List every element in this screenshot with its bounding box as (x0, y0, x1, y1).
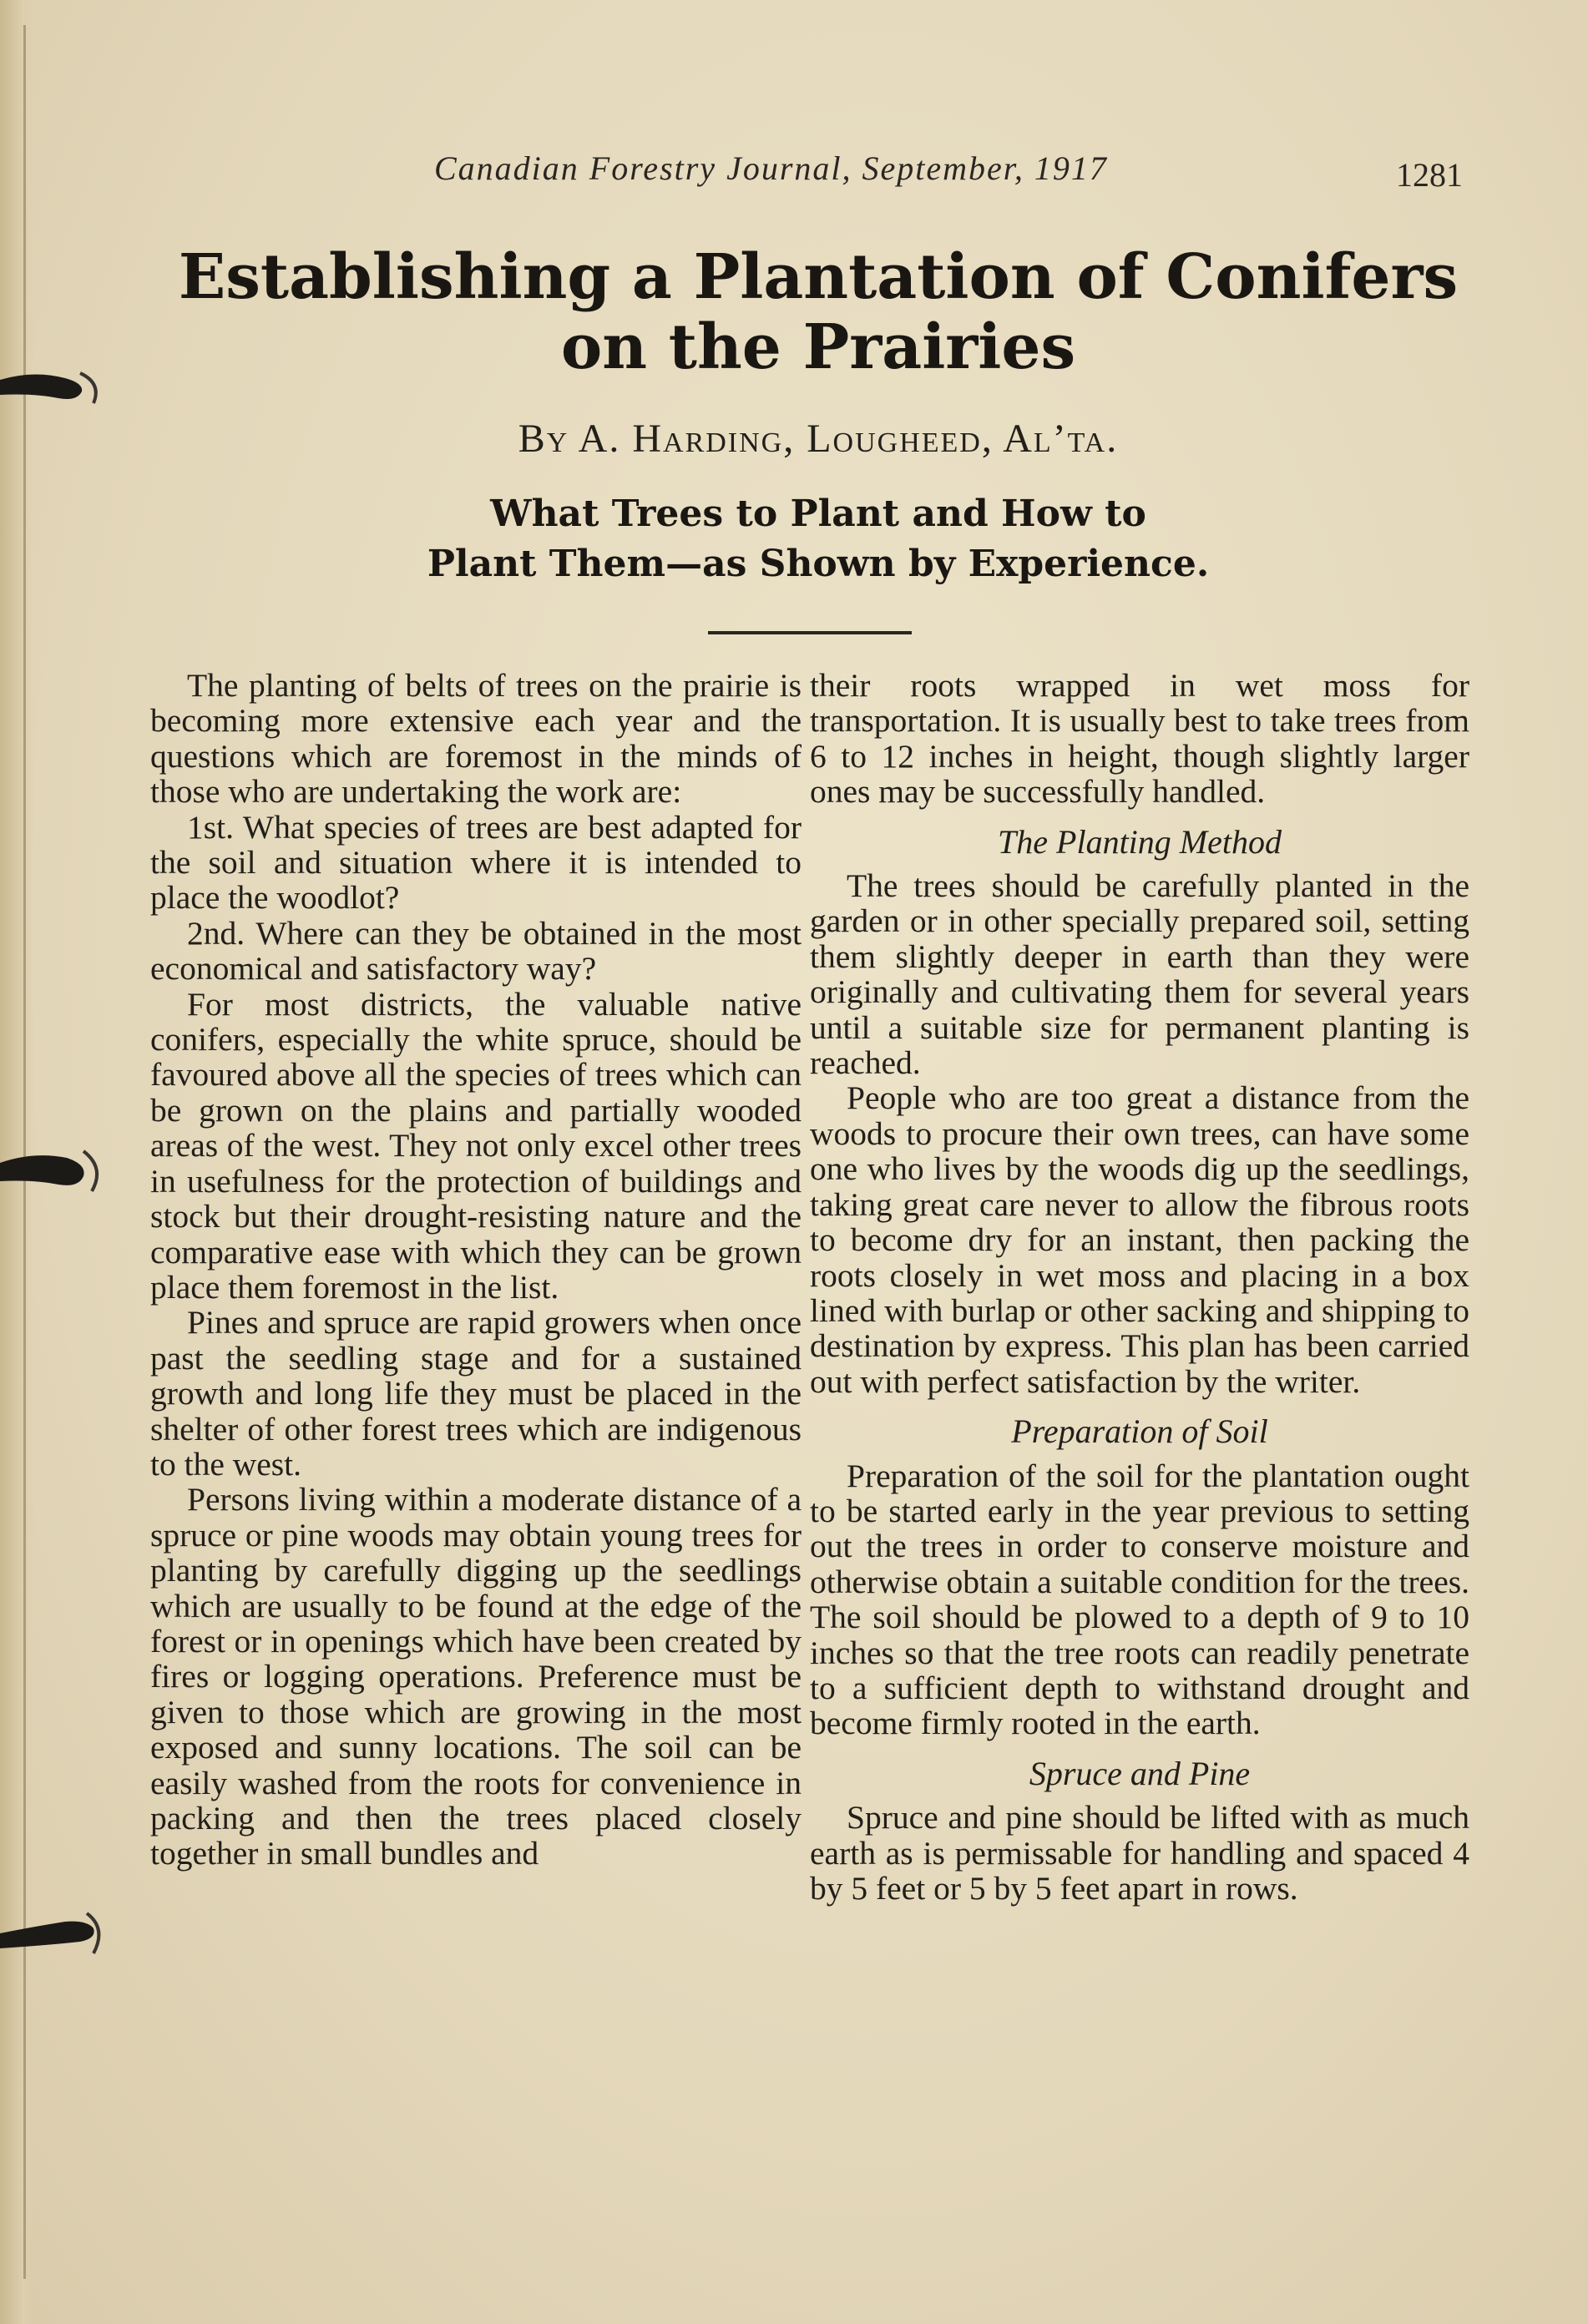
paragraph: 1st. What species of trees are best adapted for the soil and situation where it is intended to place the woodlot? (150, 808, 802, 917)
subtitle-line-2: Plant Them—as Shown by Experience. (427, 543, 1210, 585)
section-heading: The Planting Method (998, 822, 1282, 861)
paragraph: People who are too great a distance from the woods to procure their own trees, can have some one who lives by the woods dig up the seedlings, taking great care never to allow the fibrous roots to become dry for an instant, then packing the roots closely in wet moss and placing in a box lined with burlap or other sacking and shipping to destination by express. This plan has been carried out with perfect satisfaction by the writer. (810, 1079, 1469, 1400)
journal-title: Canadian Forestry Journal, September, 1917 (434, 149, 1108, 187)
paragraph: Persons living within a moderate distance of a spruce or pine woods may obtain young trees for planting by carefully digging up the seedlings which are usually to be found at the edge of the forest or in openings which have been created by fires or logging operations. Preference must be given to those which are growing in the most exposed and sunny locations. The soil can be easily washed from the roots for convenience in packing and then the trees placed closely together in small bundles and (150, 1481, 802, 1872)
binding-ring (0, 1139, 104, 1198)
article-subtitle (334, 489, 1302, 589)
byline: By A. Harding, Lougheed, Al’ta. (518, 417, 1119, 461)
paragraph: Spruce and pine should be lifted with as much earth as is permissable for handling and spaced 4 by 5 feet or 5 by 5 feet apart in rows. (810, 1799, 1469, 1907)
article-title-line-1: Establishing a Plantation of Conifers (178, 241, 1459, 313)
paragraph: 2nd. Where can they be obtained in the most economical and satisfactory way? (150, 914, 802, 988)
right-column (810, 668, 1469, 1906)
paragraph: Pines and spruce are rapid growers when once past the seedling stage and for a sustained growth and long life they must be placed in the shelter of other forest trees which are indigenous to the west. (150, 1304, 802, 1483)
paragraph: Preparation of the soil for the plantation ought to be started early in the year previous to setting out the trees in order to conserve moisture and otherwise obtain a suitable condition for the trees. The soil should be plowed to a depth of 9 to 10 inches so that the tree roots can readily penetrate to a sufficient depth to withstand drought and become firmly rooted in the earth. (810, 1457, 1469, 1742)
binding-ring (0, 355, 104, 413)
section-heading: Spruce and Pine (1029, 1754, 1251, 1792)
section-heading: Preparation of Soil (1011, 1412, 1268, 1451)
running-head (0, 149, 1588, 199)
paragraph: For most districts, the valuable native conifers, especially the white spruce, should be favoured above all the species of trees which can be grown on the plains and partially wooded areas of the west. They not only excel other trees in usefulness for the protection of buildings and stock but their drought-resisting nature and the comparative ease with which they can be grown place them foremost in the list. (150, 985, 802, 1306)
page-number: 1281 (1396, 156, 1463, 194)
paragraph: The planting of belts of trees on the prairie is becoming more extensive each year and the questions which are foremost in the minds of those who are undertaking the work are: (150, 667, 802, 811)
subtitle-line-1: What Trees to Plant and How to (490, 493, 1146, 535)
paragraph: their roots wrapped in wet moss for transportation. It is usually best to take trees from 6 to 12 inches in height, though slightly larger ones may be successfully handled. (810, 667, 1469, 811)
divider-rule (708, 631, 912, 634)
left-column (150, 668, 802, 1872)
binding-ring (0, 1903, 104, 1962)
paragraph: The trees should be carefully planted in the garden or in other specially prepared soil, setting them slightly deeper in earth than they were originally and cultivating them for several years until a suitable size for permanent planting is reached. (810, 867, 1469, 1082)
article-title (125, 242, 1511, 382)
article-title-line-2: on the Prairies (560, 311, 1076, 383)
